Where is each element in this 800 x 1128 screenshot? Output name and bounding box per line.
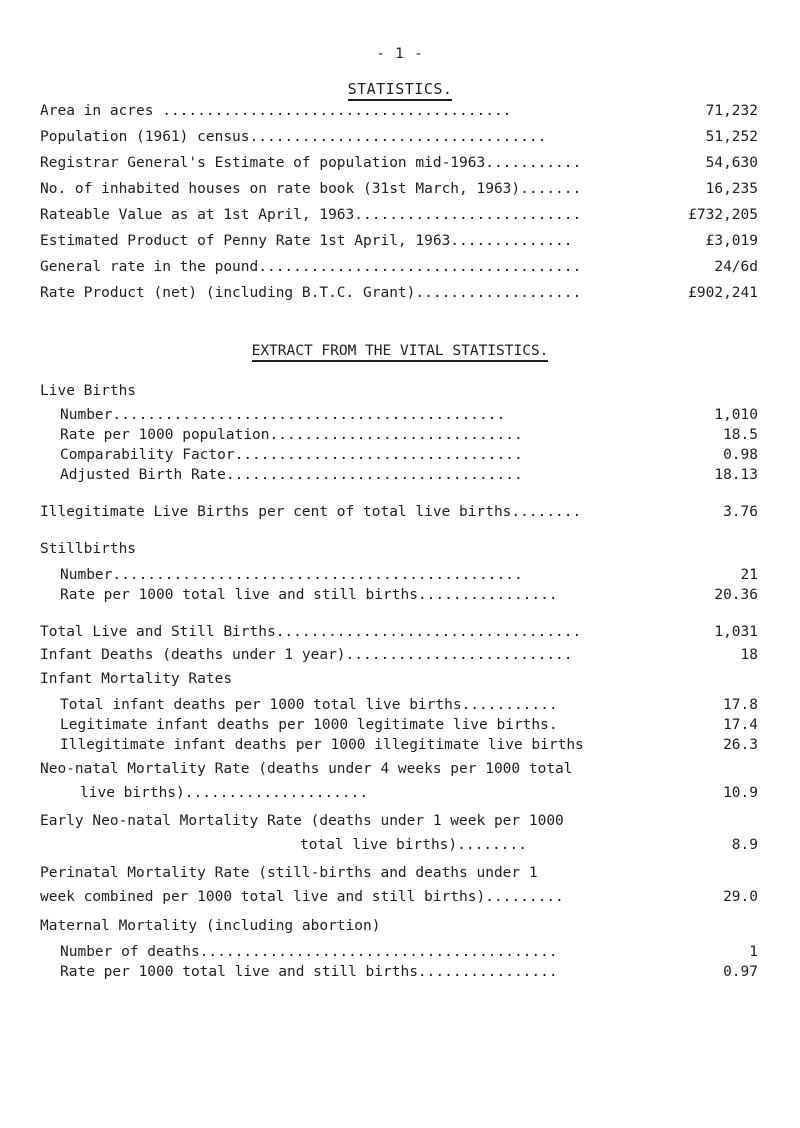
stat-row-rate-product	[40, 283, 758, 303]
live-births-comparability-row	[60, 445, 758, 465]
infant-mortality-legitimate-row	[60, 715, 758, 735]
maternal-deaths-row	[60, 942, 758, 962]
stat-value: 26.3	[723, 737, 758, 753]
stat-value: 17.8	[723, 697, 758, 713]
stat-label: General rate in the pound.....................................	[40, 259, 582, 275]
stat-label: live births).....................	[80, 785, 369, 801]
stat-value: 1	[749, 944, 758, 960]
live-births-heading: Live Births	[40, 383, 137, 399]
illegitimate-births-row	[40, 502, 758, 522]
section-title	[0, 343, 800, 359]
stillbirths-heading: Stillbirths	[40, 541, 137, 557]
stillbirths-rate-row	[60, 585, 758, 605]
stat-label: Rate per 1000 total live and still births................	[60, 587, 558, 603]
infant-deaths-row	[40, 645, 758, 665]
stat-label: Rateable Value as at 1st April, 1963..........................	[40, 207, 582, 223]
stat-label: Rate per 1000 population.............................	[60, 427, 523, 443]
stat-label: Number...............................................	[60, 567, 523, 583]
infant-mortality-total-row	[60, 695, 758, 715]
page-number: - 1 -	[376, 46, 424, 62]
page-title	[0, 80, 800, 98]
early-neo-natal-row	[300, 835, 758, 855]
live-births-number-row	[60, 405, 758, 425]
live-births-adjusted-row	[60, 465, 758, 485]
stat-value: 18.13	[714, 467, 758, 483]
total-live-still-row	[40, 622, 758, 642]
stat-value: 3.76	[723, 504, 758, 520]
stat-value: 24/6d	[714, 259, 758, 275]
stat-value: 0.98	[723, 447, 758, 463]
stat-label: Area in acres ........................................	[40, 103, 512, 119]
infant-mortality-heading: Infant Mortality Rates	[40, 671, 233, 687]
stat-value: 10.9	[723, 785, 758, 801]
stat-value: 18	[740, 647, 758, 663]
stat-label: Infant Deaths (deaths under 1 year)..........................	[40, 647, 573, 663]
stat-value: £732,205	[688, 207, 758, 223]
stat-label: Rate Product (net) (including B.T.C. Grant)...................	[40, 285, 582, 301]
stat-value: 8.9	[731, 837, 758, 853]
stat-row-registrar-estimate	[40, 153, 758, 173]
neo-natal-line1: Neo-natal Mortality Rate (deaths under 4 weeks per 1000 total	[40, 761, 573, 777]
stat-value: 0.97	[723, 964, 758, 980]
perinatal-line1: Perinatal Mortality Rate (still-births and deaths under 1	[40, 865, 538, 881]
infant-mortality-illegitimate-row	[60, 735, 758, 755]
stat-row-population	[40, 127, 758, 147]
stat-value: £902,241	[688, 285, 758, 301]
stat-value: 18.5	[723, 427, 758, 443]
stat-row-area	[40, 101, 758, 121]
stat-label: Legitimate infant deaths per 1000 legitimate live births.	[60, 717, 558, 733]
stat-label: Number of deaths.........................................	[60, 944, 558, 960]
stat-value: £3,019	[705, 233, 758, 249]
stat-value: 1,010	[714, 407, 758, 423]
perinatal-row	[40, 887, 758, 907]
stat-label: Adjusted Birth Rate..................................	[60, 467, 523, 483]
stat-row-general-rate	[40, 257, 758, 277]
stat-label: Illegitimate infant deaths per 1000 illegitimate live births	[60, 737, 584, 753]
stat-value: 20.36	[714, 587, 758, 603]
stat-label: Rate per 1000 total live and still births................	[60, 964, 558, 980]
neo-natal-row	[80, 783, 758, 803]
stat-value: 29.0	[723, 889, 758, 905]
stat-row-inhabited-houses	[40, 179, 758, 199]
stat-label: No. of inhabited houses on rate book (31st March, 1963).......	[40, 181, 582, 197]
maternal-mortality-heading: Maternal Mortality (including abortion)	[40, 918, 381, 934]
stat-label: Population (1961) census..................................	[40, 129, 547, 145]
stat-label: Comparability Factor.................................	[60, 447, 523, 463]
early-neo-natal-line1: Early Neo-natal Mortality Rate (deaths under 1 week per 1000	[40, 813, 564, 829]
stat-value: 71,232	[705, 103, 758, 119]
section-title-text: EXTRACT FROM THE VITAL STATISTICS.	[252, 343, 549, 362]
stat-label: Total infant deaths per 1000 total live births...........	[60, 697, 558, 713]
stillbirths-number-row	[60, 565, 758, 585]
maternal-rate-row	[60, 962, 758, 982]
stat-label: Total Live and Still Births...................................	[40, 624, 582, 640]
stat-label: week combined per 1000 total live and still births).........	[40, 889, 564, 905]
stat-value: 54,630	[705, 155, 758, 171]
stat-label: Registrar General's Estimate of population mid-1963...........	[40, 155, 582, 171]
stat-row-penny-rate	[40, 231, 758, 251]
stat-value: 1,031	[714, 624, 758, 640]
stat-label: total live births)........	[300, 837, 527, 853]
live-births-rate-row	[60, 425, 758, 445]
stat-label: Illegitimate Live Births per cent of total live births........	[40, 504, 582, 520]
stat-value: 16,235	[705, 181, 758, 197]
stat-label: Number.............................................	[60, 407, 506, 423]
stat-label: Estimated Product of Penny Rate 1st April, 1963..............	[40, 233, 573, 249]
stat-value: 17.4	[723, 717, 758, 733]
page-title-text: STATISTICS.	[348, 80, 453, 101]
stat-value: 51,252	[705, 129, 758, 145]
stat-value: 21	[740, 567, 758, 583]
stat-row-rateable-value	[40, 205, 758, 225]
